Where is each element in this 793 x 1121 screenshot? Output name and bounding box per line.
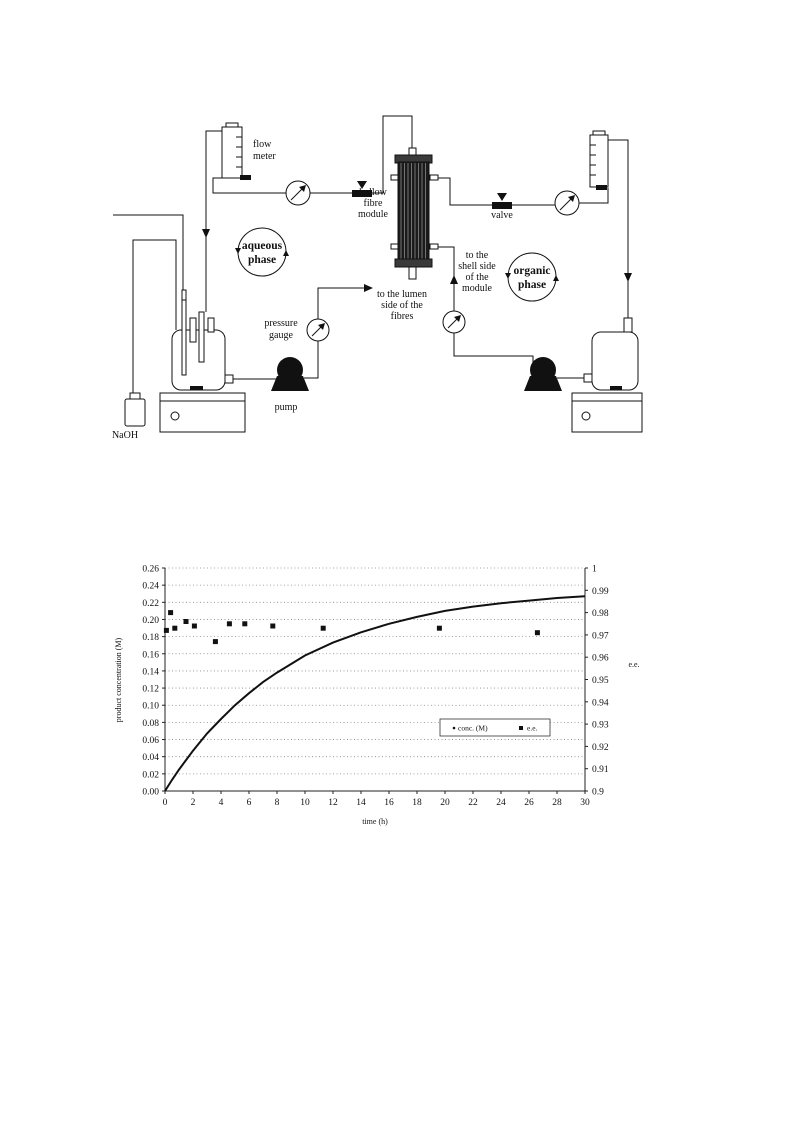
- module-shell-inlet-line: [438, 247, 454, 311]
- module-lumen-inlet-line: [318, 288, 365, 319]
- aqueous-label: phase: [247, 254, 277, 266]
- x-tick-label: 10: [300, 798, 310, 808]
- organic-label: organic: [513, 265, 551, 277]
- aqueous-label: aqueous: [241, 240, 283, 252]
- y-tick-label: 0.06: [142, 736, 159, 747]
- x-tick-label: 28: [552, 798, 562, 808]
- naoh-bottle: [125, 393, 145, 426]
- y-right-tick-label: 0.94: [592, 698, 609, 709]
- pump-aqueous-icon: [271, 357, 309, 391]
- pressure-gauge-icon: [443, 311, 465, 333]
- concentration-ee-chart: [114, 565, 640, 827]
- y-tick-label: 0.18: [142, 633, 159, 644]
- x-tick-label: 4: [218, 798, 224, 808]
- organic-vessel: [584, 318, 638, 390]
- y-right-tick-label: 0.96: [592, 653, 609, 664]
- stirrer-knob-icon: [171, 412, 179, 420]
- pressure-gauge-icon: [307, 319, 329, 341]
- pressure-gauge-label: gauge: [269, 330, 293, 341]
- pressure-gauge-icon: [555, 191, 579, 215]
- y-tick-label: 0.00: [142, 787, 159, 798]
- legend: [440, 719, 550, 736]
- circulation-arrow-icon: [505, 273, 511, 279]
- x-tick-label: 30: [580, 798, 590, 808]
- y-tick-label: 0.04: [142, 753, 159, 764]
- valve-organic: [492, 193, 512, 209]
- flow-arrow-up-icon: [450, 275, 458, 284]
- y-right-tick-label: 0.9: [592, 787, 604, 798]
- lumen-side-label: side of the: [381, 300, 423, 311]
- ee-data-point: [168, 610, 173, 615]
- legend-conc-marker: [453, 727, 456, 730]
- y-right-tick-label: 0.98: [592, 609, 609, 620]
- module-label: module: [358, 209, 388, 220]
- flow-arrow-right-icon: [364, 284, 373, 292]
- pressure-gauge-icon: [286, 181, 310, 205]
- stirrer-bar: [190, 386, 203, 390]
- x-tick-label: 8: [274, 798, 280, 808]
- y-tick-label: 0.20: [142, 615, 159, 626]
- apparatus-diagram: [112, 116, 642, 441]
- x-tick-label: 2: [190, 798, 196, 808]
- x-axis-title: time (h): [362, 817, 388, 826]
- x-tick-label: 0: [162, 798, 168, 808]
- flow-meter-label: meter: [253, 151, 276, 162]
- y-right-axis-title: e.e.: [628, 660, 640, 669]
- y-right-tick-label: 0.93: [592, 720, 609, 731]
- x-tick-label: 12: [328, 798, 338, 808]
- ee-data-point: [242, 621, 247, 626]
- module-label: fibre: [363, 198, 383, 209]
- stirrer-bar: [610, 386, 622, 390]
- aqueous-pump-outlet-line: [304, 341, 318, 378]
- y-tick-label: 0.26: [142, 564, 159, 575]
- y-tick-label: 0.16: [142, 650, 159, 661]
- lumen-side-label: fibres: [390, 311, 414, 322]
- organic-return-line: [608, 140, 628, 318]
- flow-meter-label: flow: [253, 139, 272, 150]
- y-right-tick-label: 0.92: [592, 742, 609, 753]
- legend-conc-label: conc. (M): [458, 723, 488, 733]
- magnetic-stirrer-right: [572, 393, 642, 432]
- y-right-tick-label: 1: [592, 564, 597, 575]
- stirrer-knob-icon: [582, 412, 590, 420]
- shell-side-label: to the: [465, 250, 489, 261]
- y-tick-label: 0.22: [142, 598, 159, 609]
- y-right-tick-label: 0.91: [592, 765, 609, 776]
- y-tick-label: 0.24: [142, 581, 159, 592]
- flow-meter-aqueous: [222, 123, 251, 180]
- y-tick-label: 0.08: [142, 718, 159, 729]
- y-right-tick-label: 0.97: [592, 631, 609, 642]
- x-tick-label: 22: [468, 798, 478, 808]
- legend-ee-label: e.e.: [527, 723, 538, 733]
- module-label: hollow: [359, 187, 387, 198]
- module-shell-outlet-line: [438, 178, 492, 205]
- y-tick-label: 0.12: [142, 684, 159, 695]
- ee-data-point: [172, 626, 177, 631]
- ee-data-point: [270, 624, 275, 629]
- flow-arrow-down-icon: [202, 229, 210, 238]
- shell-side-label: module: [462, 283, 492, 294]
- y-right-tick-label: 0.95: [592, 676, 609, 686]
- organic-pump-outlet-line: [454, 333, 533, 362]
- x-tick-label: 26: [524, 798, 534, 808]
- circulation-arrow-icon: [553, 275, 559, 281]
- ee-data-point: [437, 626, 442, 631]
- pump-label: pump: [274, 402, 298, 413]
- naoh-feed-line: [133, 240, 176, 397]
- aqueous-vessel: [172, 290, 233, 390]
- organic-phase-badge: [505, 253, 559, 301]
- ee-data-point: [535, 630, 540, 635]
- aqueous-flowmeter-inlet-line: [213, 178, 286, 193]
- ee-data-point: [184, 619, 189, 624]
- magnetic-stirrer-left: [160, 393, 245, 432]
- flow-arrow-down-icon: [624, 273, 632, 282]
- y-tick-label: 0.10: [142, 701, 159, 712]
- hollow-fibre-module: [391, 148, 438, 279]
- ee-data-point: [192, 624, 197, 629]
- pressure-gauge-label: pressure: [264, 318, 298, 329]
- pump-organic-icon: [524, 357, 562, 391]
- lumen-side-label: to the lumen: [377, 289, 427, 300]
- circulation-arrow-icon: [235, 248, 241, 254]
- x-tick-label: 20: [440, 798, 450, 808]
- x-tick-label: 14: [356, 798, 366, 808]
- organic-label: phase: [517, 279, 547, 291]
- flow-meter-organic: [590, 131, 608, 190]
- ee-data-point: [227, 621, 232, 626]
- circulation-arrow-icon: [283, 250, 289, 256]
- ee-data-point: [213, 639, 218, 644]
- x-tick-label: 16: [384, 798, 394, 808]
- valve-label: valve: [491, 210, 513, 221]
- x-tick-label: 18: [412, 798, 422, 808]
- y-tick-label: 0.14: [142, 667, 159, 678]
- aqueous-phase-badge: [235, 228, 289, 276]
- y-axis-title: product concentration (M): [114, 637, 123, 723]
- probe-cable: [113, 215, 183, 290]
- naoh-label: NaOH: [111, 430, 139, 441]
- x-tick-label: 24: [496, 798, 506, 808]
- shell-side-label: of the: [465, 272, 489, 283]
- ee-data-point: [164, 628, 169, 633]
- x-tick-label: 6: [246, 798, 252, 808]
- y-right-tick-label: 0.99: [592, 586, 609, 597]
- ee-data-point: [321, 626, 326, 631]
- aqueous-return-line: [206, 131, 222, 312]
- y-tick-label: 0.02: [142, 770, 159, 781]
- organic-flowmeter-inlet-line: [579, 188, 608, 203]
- legend-ee-marker: [519, 726, 523, 730]
- shell-side-label: shell side: [458, 261, 496, 272]
